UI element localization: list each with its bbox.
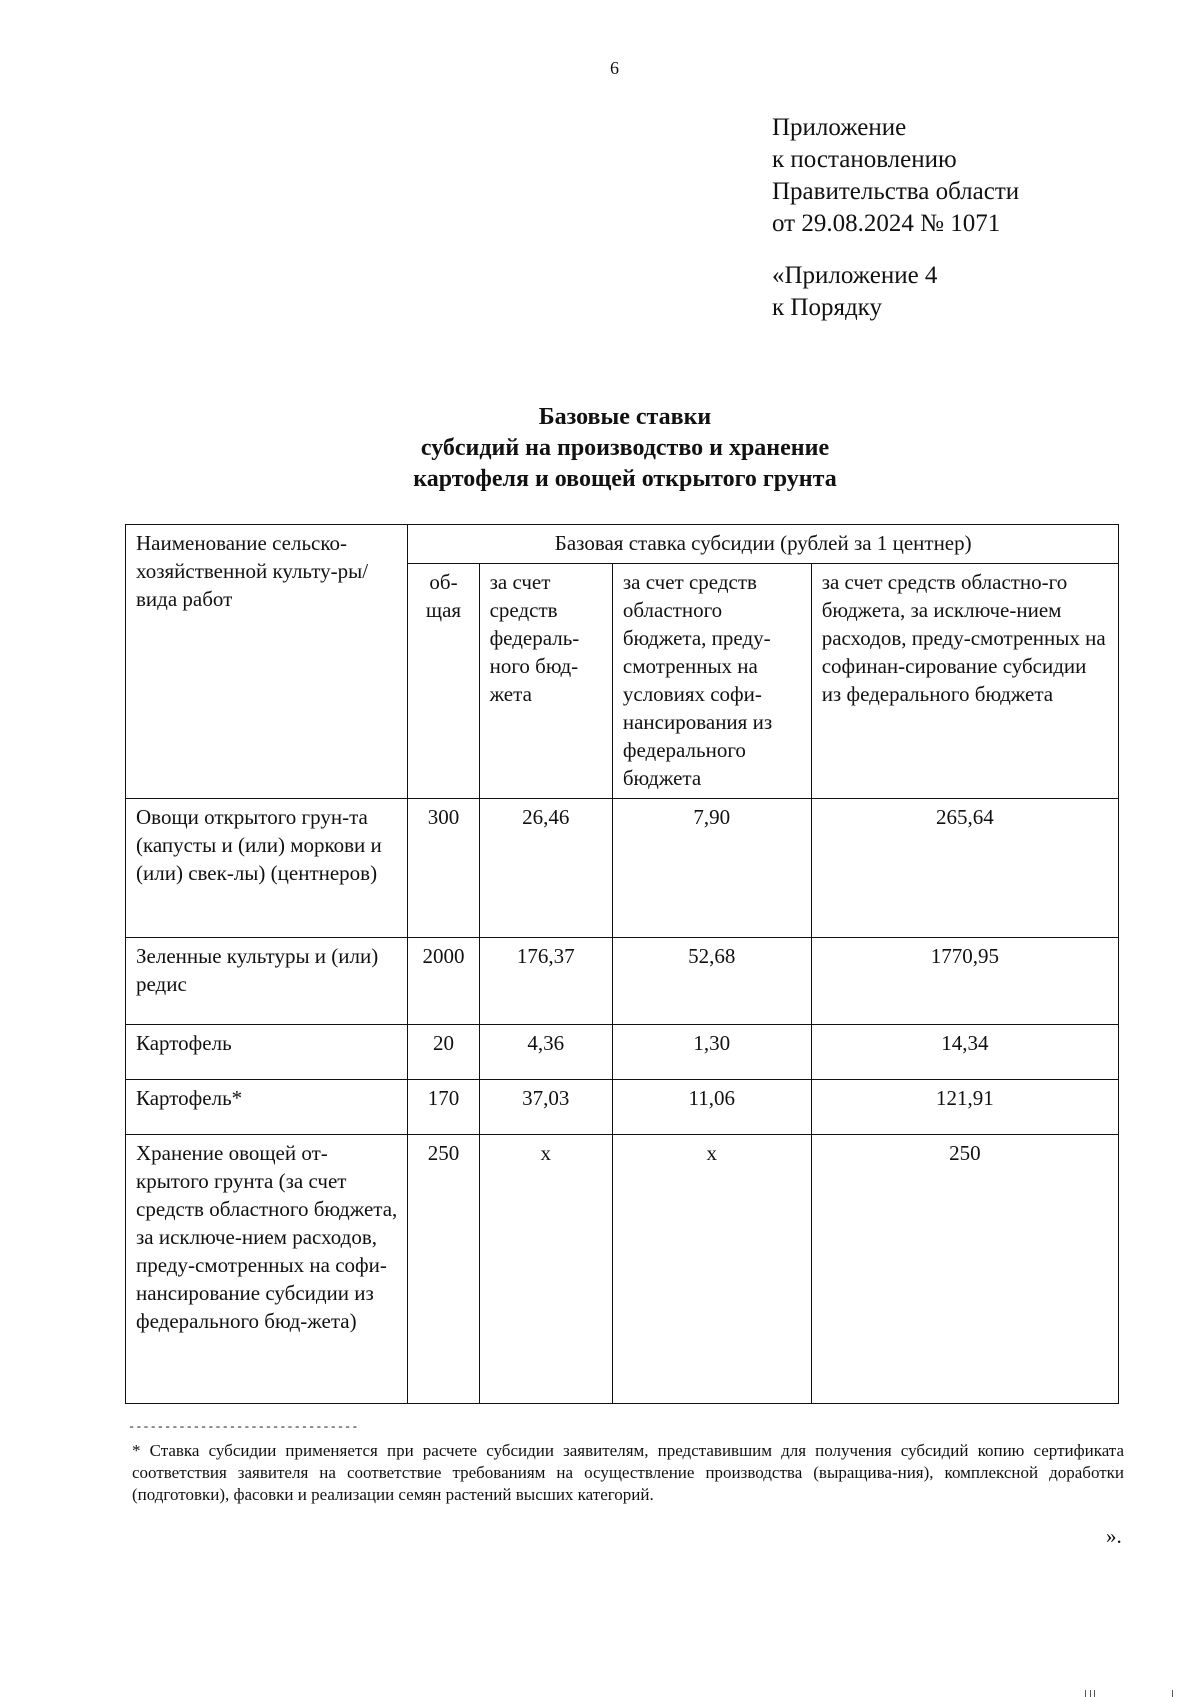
- row-total: 300: [408, 799, 479, 938]
- row-name: Овощи открытого грун-та (капусты и (или) моркови и (или) свек-лы) (центнеров): [126, 799, 408, 938]
- table-row: [126, 938, 1119, 1025]
- subsidy-rates-table: [125, 524, 1119, 1404]
- row-name: Зеленные культуры и (или) редис: [126, 938, 408, 1025]
- header-regional-excl: за счет средств областно-го бюджета, за исключе-нием расходов, преду-смотренных на софинан-сирование субсидии из федерального бюджета: [811, 564, 1118, 799]
- row-name: Хранение овощей от-крытого грунта (за счет средств областного бюджета, за исключе-нием расходов, преду-смотренных на софи-нансирование субсидии из федерального бюд-жета): [126, 1135, 408, 1404]
- table-header-row: [126, 525, 1119, 564]
- footnote-separator: --------------------------------: [128, 1420, 359, 1434]
- row-name: Картофель*: [126, 1080, 408, 1135]
- row-regional: 7,90: [612, 799, 811, 938]
- row-name: Картофель: [126, 1025, 408, 1080]
- row-regional: 52,68: [612, 938, 811, 1025]
- row-regional-excl: 14,34: [811, 1025, 1118, 1080]
- table-row: [126, 1135, 1119, 1404]
- table-row: [126, 1025, 1119, 1080]
- row-federal: 176,37: [479, 938, 612, 1025]
- attachment-line: к постановлению: [772, 146, 957, 173]
- table-row: [126, 1080, 1119, 1135]
- header-rate-group: Базовая ставка субсидии (рублей за 1 центнер): [408, 525, 1119, 564]
- attachment-line: к Порядку: [772, 294, 882, 321]
- header-crop-name: Наименование сельско-хозяйственной культу-ры/вида работ: [126, 525, 408, 799]
- title-line: картофеля и овощей открытого грунта: [413, 466, 837, 492]
- attachment-header: [772, 112, 1019, 324]
- attachment-line: «Приложение 4: [772, 262, 938, 289]
- attachment-decree-date: от 29.08.2024 № 1071: [772, 210, 1001, 237]
- row-federal: х: [479, 1135, 612, 1404]
- title-line: Базовые ставки: [538, 404, 712, 430]
- page-number: 6: [610, 58, 619, 78]
- row-federal: 4,36: [479, 1025, 612, 1080]
- attachment-line: Приложение: [772, 114, 907, 141]
- closing-quote: ».: [1106, 1524, 1122, 1548]
- row-total: 250: [408, 1135, 479, 1404]
- document-title: [0, 402, 1200, 495]
- row-regional-excl: 1770,95: [811, 938, 1118, 1025]
- row-federal: 26,46: [479, 799, 612, 938]
- title-line: субсидий на производство и хранение: [420, 435, 830, 461]
- header-regional: за счет средств областного бюджета, преду-смотренных на условиях софи-нансирования из федерального бюджета: [612, 564, 811, 799]
- scan-artifact-mark: [1094, 1690, 1095, 1697]
- row-regional-excl: 121,91: [811, 1080, 1118, 1135]
- table-row: [126, 799, 1119, 938]
- row-federal: 37,03: [479, 1080, 612, 1135]
- footnote-text: * Ставка субсидии применяется при расчете субсидии заявителям, представившим для получения субсидий копию сертификата соответствия заявителя на соответствие требованиям на осуществление производства (выращива-ния), комплексной доработки (подготовки), фасовки и реализации семян растений высших категорий.: [132, 1441, 1124, 1504]
- row-regional: х: [612, 1135, 811, 1404]
- scan-artifact-mark: [1085, 1690, 1086, 1697]
- row-regional: 11,06: [612, 1080, 811, 1135]
- row-regional-excl: 265,64: [811, 799, 1118, 938]
- header-federal: за счет средств федераль-ного бюд-жета: [479, 564, 612, 799]
- attachment-spacer: [772, 240, 1019, 260]
- row-total: 170: [408, 1080, 479, 1135]
- row-total: 2000: [408, 938, 479, 1025]
- header-total: об-щая: [408, 564, 479, 799]
- attachment-line: Правительства области: [772, 178, 1020, 205]
- scan-artifact-mark: [1090, 1690, 1091, 1697]
- scan-artifact-mark: [1172, 1690, 1173, 1697]
- row-regional-excl: 250: [811, 1135, 1118, 1404]
- row-regional: 1,30: [612, 1025, 811, 1080]
- row-total: 20: [408, 1025, 479, 1080]
